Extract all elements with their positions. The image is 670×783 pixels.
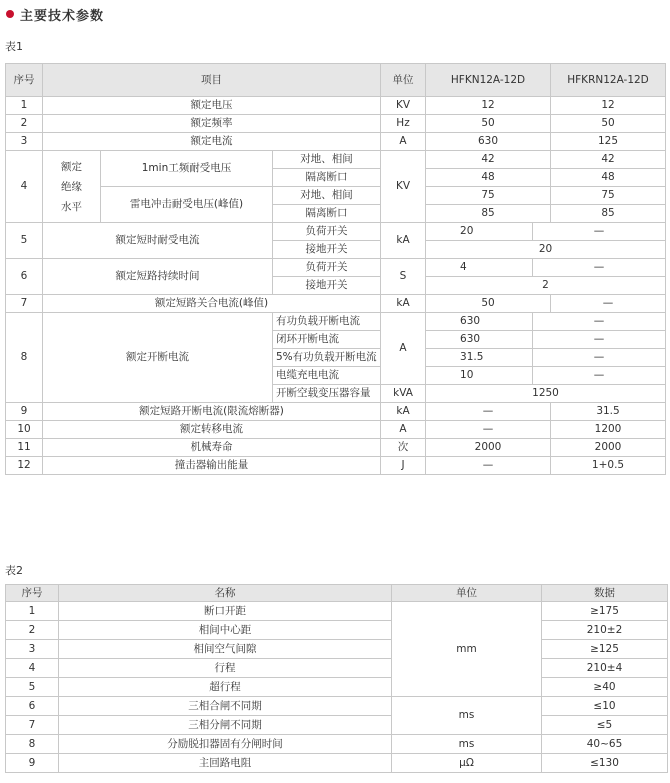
cell-value-a: — <box>426 421 551 439</box>
cell-no: 6 <box>6 259 43 295</box>
cell-item: 1min工频耐受电压 <box>101 151 273 187</box>
cell-name: 三相分闸不同期 <box>59 716 392 735</box>
cell-sub-item: 电缆充电电流 <box>273 367 381 385</box>
cell-name: 三相合闸不同期 <box>59 697 392 716</box>
cell-value-b: 75 <box>551 187 666 205</box>
cell-sub-item: 接地开关 <box>273 241 381 259</box>
cell-item: 额定短路开断电流(限流熔断器) <box>43 403 381 421</box>
section-title-text: 主要技术参数 <box>20 8 105 24</box>
cell-value-a: — <box>426 403 551 421</box>
cell-value: ≤10 <box>542 697 668 716</box>
cell-value-b: — <box>551 295 666 313</box>
cell-name: 相间中心距 <box>59 621 392 640</box>
table-row <box>6 457 666 475</box>
cell-value-b: 42 <box>551 151 666 169</box>
table-row <box>6 659 668 678</box>
cell-value-a: 75 <box>426 187 551 205</box>
cell-unit: kA <box>381 295 426 313</box>
cell-no: 7 <box>6 716 59 735</box>
cell-name: 超行程 <box>59 678 392 697</box>
cell-value-a: 630 <box>426 331 533 349</box>
cell-no: 3 <box>6 133 43 151</box>
cell-value-b: 48 <box>551 169 666 187</box>
cell-item: 额定频率 <box>43 115 381 133</box>
header-cell: HFKRN12A-12D <box>551 64 666 97</box>
cell-item: 雷电冲击耐受电压(峰值) <box>101 187 273 223</box>
table2-caption: 表2 <box>5 564 23 577</box>
cell-no: 9 <box>6 754 59 773</box>
cell-value-b: 50 <box>551 115 666 133</box>
cell-name: 分励脱扣器固有分闸时间 <box>59 735 392 754</box>
cell-item: 额定短路关合电流(峰值) <box>43 295 381 313</box>
table-row <box>6 716 668 735</box>
cell-value-a: 20 <box>426 223 533 241</box>
cell-value-b: 125 <box>551 133 666 151</box>
cell-value: 40~65 <box>542 735 668 754</box>
cell-unit: kA <box>381 223 426 259</box>
cell-value-a: 85 <box>426 205 551 223</box>
cell-sub-item: 隔离断口 <box>273 205 381 223</box>
cell-value-b: 1+0.5 <box>551 457 666 475</box>
table-row <box>6 259 666 277</box>
group-label-line: 额定 <box>61 160 82 173</box>
cell-item: 额定电压 <box>43 97 381 115</box>
cell-unit: kA <box>381 403 426 421</box>
table-row <box>6 754 668 773</box>
cell-unit: J <box>381 457 426 475</box>
table-row <box>6 187 666 205</box>
cell-no: 3 <box>6 640 59 659</box>
header-cell: 名称 <box>59 585 392 602</box>
cell-unit: ms <box>392 735 542 754</box>
cell-item: 撞击器输出能量 <box>43 457 381 475</box>
cell-value-b: — <box>533 259 666 277</box>
cell-value-b: — <box>533 331 666 349</box>
cell-no: 1 <box>6 97 43 115</box>
cell-name: 相间空气间隙 <box>59 640 392 659</box>
header-cell: 序号 <box>6 64 43 97</box>
cell-no: 11 <box>6 439 43 457</box>
cell-no: 9 <box>6 403 43 421</box>
table-row <box>6 151 666 169</box>
table-row <box>6 115 666 133</box>
cell-value-b: 12 <box>551 97 666 115</box>
cell-item: 额定开断电流 <box>43 313 273 403</box>
cell-item: 额定短路持续时间 <box>43 259 273 295</box>
cell-value-a: 2000 <box>426 439 551 457</box>
table-row <box>6 223 666 241</box>
cell-sub-item: 接地开关 <box>273 277 381 295</box>
cell-value-a: 48 <box>426 169 551 187</box>
table-row <box>6 97 666 115</box>
table-row <box>6 678 668 697</box>
header-cell: 单位 <box>381 64 426 97</box>
cell-no: 2 <box>6 115 43 133</box>
cell-name: 行程 <box>59 659 392 678</box>
cell-value-b: — <box>533 223 666 241</box>
table-header-row <box>6 585 668 602</box>
cell-value-b: 31.5 <box>551 403 666 421</box>
table-header-row <box>6 64 666 97</box>
cell-value-b: — <box>533 349 666 367</box>
group-label-line: 水平 <box>61 200 82 213</box>
cell-no: 6 <box>6 697 59 716</box>
cell-value-merged: 20 <box>426 241 666 259</box>
cell-value-b: 85 <box>551 205 666 223</box>
cell-value-a: 4 <box>426 259 533 277</box>
cell-value-a: 630 <box>426 133 551 151</box>
cell-sub-item: 有功负载开断电流 <box>273 313 381 331</box>
cell-no: 4 <box>6 151 43 223</box>
group-label-line: 绝缘 <box>61 180 82 193</box>
cell-value-b: 1200 <box>551 421 666 439</box>
cell-sub-item: 隔离断口 <box>273 169 381 187</box>
cell-value: ≥175 <box>542 602 668 621</box>
bullet-dot-icon <box>6 10 14 18</box>
cell-item: 额定短时耐受电流 <box>43 223 273 259</box>
cell-no: 5 <box>6 678 59 697</box>
cell-no: 8 <box>6 313 43 403</box>
cell-value-merged: 2 <box>426 277 666 295</box>
cell-unit: μΩ <box>392 754 542 773</box>
cell-value: ≥40 <box>542 678 668 697</box>
cell-value: ≤5 <box>542 716 668 735</box>
cell-value-a: — <box>426 457 551 475</box>
cell-unit: ms <box>392 697 542 735</box>
cell-sub-item: 对地、相间 <box>273 151 381 169</box>
cell-unit: KV <box>381 97 426 115</box>
cell-group-label <box>43 151 101 223</box>
cell-value-a: 31.5 <box>426 349 533 367</box>
cell-value-merged: 1250 <box>426 385 666 403</box>
table-row <box>6 602 668 621</box>
cell-value-b: — <box>533 313 666 331</box>
cell-value-b: 2000 <box>551 439 666 457</box>
cell-sub-item: 负荷开关 <box>273 259 381 277</box>
cell-unit: KV <box>381 151 426 223</box>
cell-unit: S <box>381 259 426 295</box>
cell-value-a: 50 <box>426 295 551 313</box>
cell-value-a: 10 <box>426 367 533 385</box>
cell-value: ≤130 <box>542 754 668 773</box>
spec-table-2 <box>5 584 668 773</box>
table-row <box>6 421 666 439</box>
table-row <box>6 640 668 659</box>
cell-name: 断口开距 <box>59 602 392 621</box>
header-cell: 数据 <box>542 585 668 602</box>
header-cell: HFKN12A-12D <box>426 64 551 97</box>
table-row <box>6 735 668 754</box>
cell-sub-item: 对地、相间 <box>273 187 381 205</box>
cell-unit: mm <box>392 602 542 697</box>
cell-unit: A <box>381 313 426 385</box>
cell-no: 10 <box>6 421 43 439</box>
cell-value: 210±4 <box>542 659 668 678</box>
cell-unit: 次 <box>381 439 426 457</box>
cell-value-a: 630 <box>426 313 533 331</box>
table-row <box>6 621 668 640</box>
cell-value-b: — <box>533 367 666 385</box>
table-row <box>6 295 666 313</box>
cell-value-a: 50 <box>426 115 551 133</box>
cell-item: 机械寿命 <box>43 439 381 457</box>
cell-no: 1 <box>6 602 59 621</box>
cell-no: 12 <box>6 457 43 475</box>
cell-sub-item: 5%有功负载开断电流 <box>273 349 381 367</box>
table-row <box>6 313 666 331</box>
cell-sub-item: 闭环开断电流 <box>273 331 381 349</box>
table-row <box>6 439 666 457</box>
cell-value-a: 12 <box>426 97 551 115</box>
cell-no: 5 <box>6 223 43 259</box>
table-row <box>6 697 668 716</box>
cell-item: 额定转移电流 <box>43 421 381 439</box>
cell-sub-item: 负荷开关 <box>273 223 381 241</box>
table1-caption: 表1 <box>5 40 23 53</box>
cell-item: 额定电流 <box>43 133 381 151</box>
cell-unit: A <box>381 133 426 151</box>
cell-value: ≥125 <box>542 640 668 659</box>
header-cell: 项目 <box>43 64 381 97</box>
cell-sub-item: 开断空载变压器容量 <box>273 385 381 403</box>
spec-table-1 <box>5 63 666 475</box>
header-cell: 序号 <box>6 585 59 602</box>
cell-unit: A <box>381 421 426 439</box>
cell-value-a: 42 <box>426 151 551 169</box>
cell-no: 2 <box>6 621 59 640</box>
cell-unit: Hz <box>381 115 426 133</box>
cell-unit: kVA <box>381 385 426 403</box>
cell-no: 7 <box>6 295 43 313</box>
table-row <box>6 403 666 421</box>
header-cell: 单位 <box>392 585 542 602</box>
table-row <box>6 133 666 151</box>
cell-no: 4 <box>6 659 59 678</box>
cell-name: 主回路电阻 <box>59 754 392 773</box>
cell-value: 210±2 <box>542 621 668 640</box>
section-title <box>6 6 104 22</box>
cell-no: 8 <box>6 735 59 754</box>
